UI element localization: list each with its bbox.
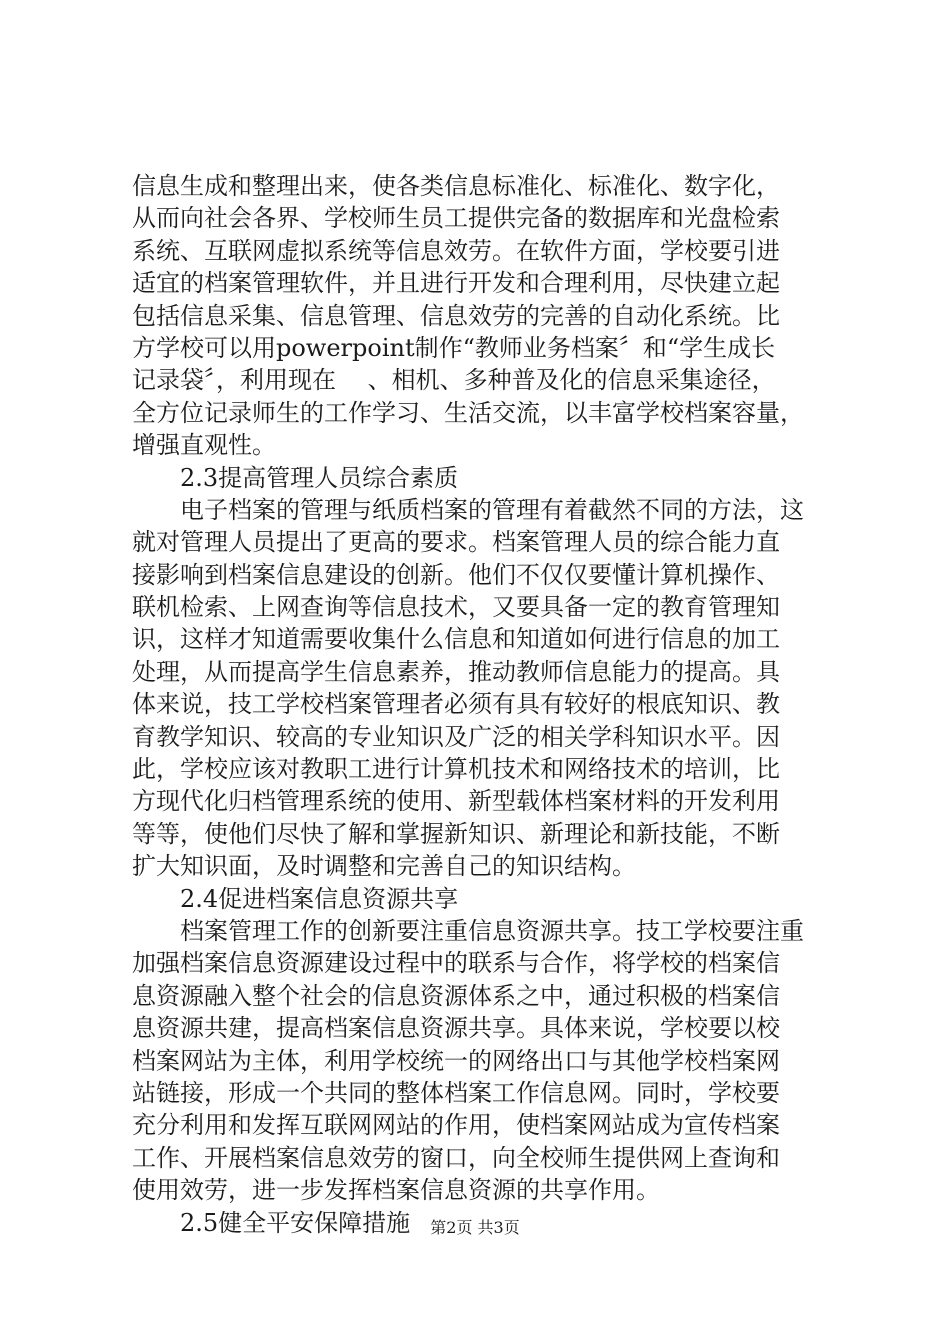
paragraph-line: 扩大知识面，及时调整和完善自己的知识结构。 bbox=[132, 852, 636, 881]
paragraph-line: 联机检索、上网查询等信息技术，又要具备一定的教育管理知 bbox=[132, 593, 780, 622]
paragraph-line: 电子档案的管理与纸质档案的管理有着截然不同的方法，这 bbox=[180, 495, 804, 524]
paragraph-line: 档案网站为主体，利用学校统一的网络出口与其他学校档案网 bbox=[132, 1046, 780, 1075]
paragraph-line: 从而向社会各界、学校师生员工提供完备的数据库和光盘检索 bbox=[132, 204, 780, 233]
paragraph-line: 等等，使他们尽快了解和掌握新知识、新理论和新技能，不断 bbox=[132, 819, 780, 848]
paragraph-line: 记录袋〞，利用现在 、相机、多种普及化的信息采集途径， bbox=[132, 366, 776, 395]
body-text bbox=[132, 170, 840, 1239]
paragraph-line: 接影响到档案信息建设的创新。他们不仅仅要懂计算机操作、 bbox=[132, 560, 780, 589]
paragraph-line: 方学校可以用powerpoint制作“教师业务档案〞和“学生成长 bbox=[132, 333, 776, 362]
paragraph-line: 处理，从而提高学生信息素养，推动教师信息能力的提高。具 bbox=[132, 657, 780, 686]
paragraph-line: 适宜的档案管理软件，并且进行开发和合理利用，尽快建立起 bbox=[132, 269, 780, 298]
paragraph-line: 信息生成和整理出来，使各类信息标准化、标准化、数字化， bbox=[132, 172, 780, 200]
paragraph-line: 站链接，形成一个共同的整体档案工作信息网。同时，学校要 bbox=[132, 1078, 780, 1107]
paragraph-line: 包括信息采集、信息管理、信息效劳的完善的自动化系统。比 bbox=[132, 301, 780, 330]
page-footer: 第2页 共3页 bbox=[430, 1218, 520, 1237]
section-heading-2-3: 2.3提高管理人员综合素质 bbox=[180, 463, 459, 492]
paragraph-line: 工作、开展档案信息效劳的窗口，向全校师生提供网上查询和 bbox=[132, 1143, 780, 1172]
paragraph-line: 体来说，技工学校档案管理者必须有具有较好的根底知识、教 bbox=[132, 690, 780, 719]
paragraph-line: 系统、互联网虚拟系统等信息效劳。在软件方面，学校要引进 bbox=[132, 236, 780, 265]
paragraph-line: 息资源共建，提高档案信息资源共享。具体来说，学校要以校 bbox=[132, 1014, 780, 1043]
paragraph-line: 增强直观性。 bbox=[132, 431, 276, 460]
paragraph-line: 育教学知识、较高的专业知识及广泛的相关学科知识水平。因 bbox=[132, 722, 780, 751]
section-heading-2-4: 2.4促进档案信息资源共享 bbox=[180, 884, 459, 913]
paragraph-line: 档案管理工作的创新要注重信息资源共享。技工学校要注重 bbox=[180, 916, 804, 945]
paragraph-line: 识，这样才知道需要收集什么信息和知道如何进行信息的加工 bbox=[132, 625, 780, 654]
paragraph-line: 息资源融入整个社会的信息资源体系之中，通过积极的档案信 bbox=[132, 981, 780, 1010]
paragraph-line: 加强档案信息资源建设过程中的联系与合作，将学校的档案信 bbox=[132, 949, 780, 978]
paragraph-line: 就对管理人员提出了更高的要求。档案管理人员的综合能力直 bbox=[132, 528, 780, 557]
paragraph-line: 充分利用和发挥互联网网站的作用，使档案网站成为宣传档案 bbox=[132, 1111, 780, 1140]
section-heading-2-5: 2.5健全平安保障措施 bbox=[180, 1208, 411, 1237]
paragraph-line: 方现代化归档管理系统的使用、新型载体档案材料的开发利用 bbox=[132, 787, 780, 816]
paragraph-line: 使用效劳，进一步发挥档案信息资源的共享作用。 bbox=[132, 1176, 660, 1205]
paragraph-line: 全方位记录师生的工作学习、生活交流，以丰富学校档案容量， bbox=[132, 398, 804, 427]
paragraph-line: 此，学校应该对教职工进行计算机技术和网络技术的培训，比 bbox=[132, 755, 780, 784]
